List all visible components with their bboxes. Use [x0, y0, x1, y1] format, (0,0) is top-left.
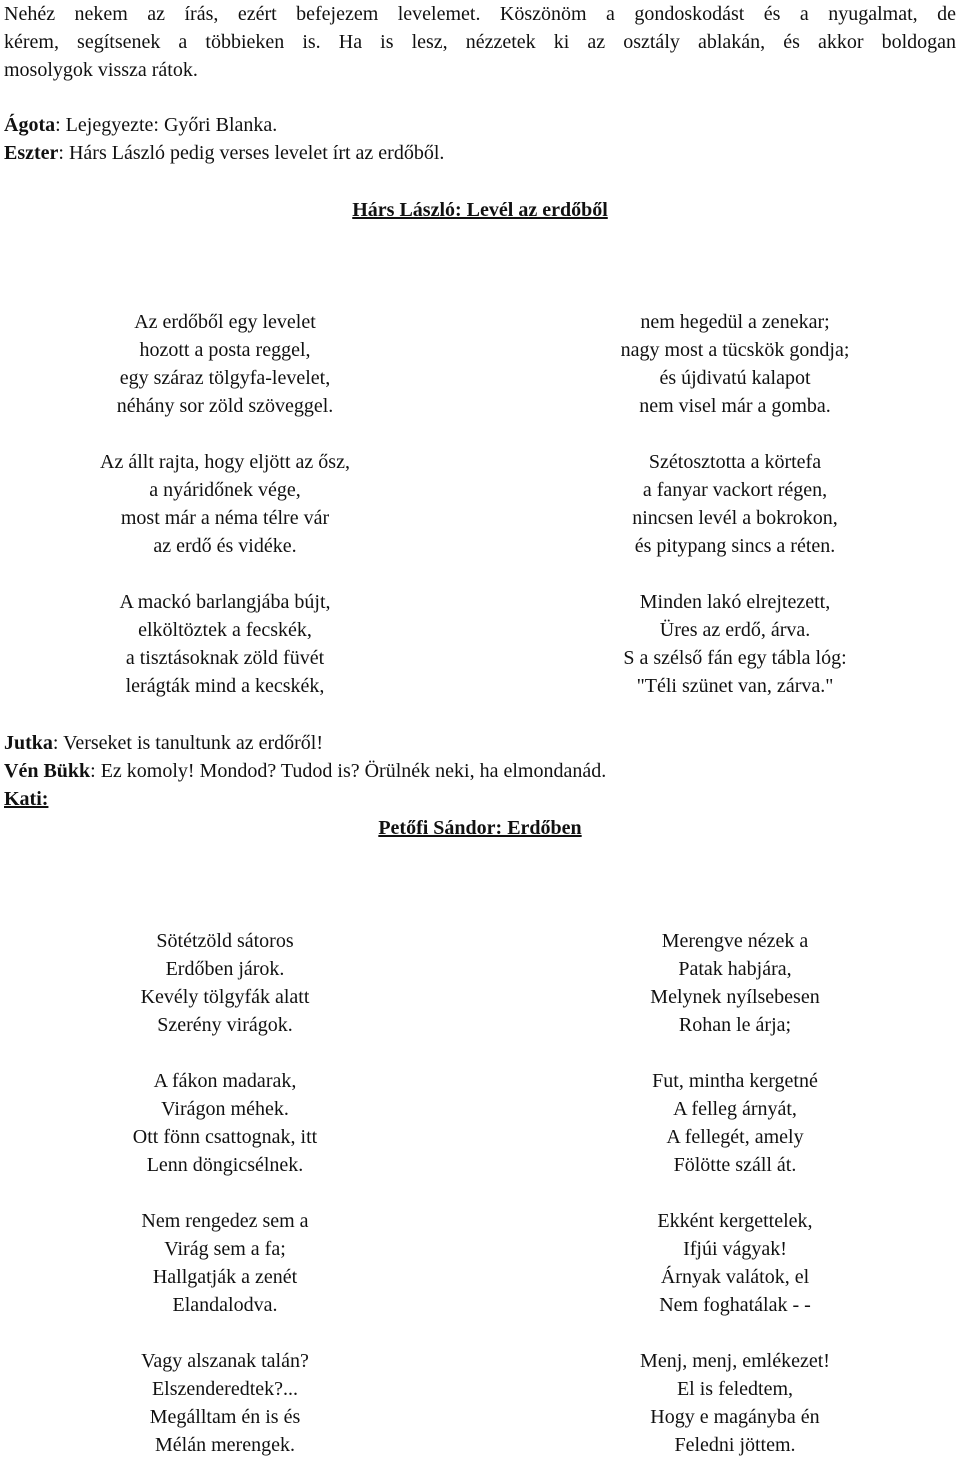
- verse-line: néhány sor zöld szöveggel.: [116, 395, 334, 417]
- verse-line: Az állt rajta, hogy eljött az ősz,: [100, 451, 350, 473]
- stanza: [510, 1207, 960, 1319]
- intro-line-1: Nehéz nekem az írás, ezért befejezem levelemet. Köszönöm a gondoskodást és a nyugalmat, de: [4, 3, 956, 25]
- verse-line: Az erdőből egy levelet: [134, 311, 316, 333]
- dialogue-line-kati: [4, 786, 956, 812]
- stanza: [510, 308, 960, 420]
- dialogue-text: : Hárs László pedig verses levelet írt az erdőből.: [58, 142, 445, 164]
- poem-title-hars: Hárs László: Levél az erdőből: [352, 199, 608, 221]
- poem-title-petofi: Petőfi Sándor: Erdőben: [378, 817, 582, 839]
- stanza: [510, 1067, 960, 1179]
- verse-line: elköltöztek a fecskék,: [138, 619, 312, 641]
- verse-line: nagy most a tücskök gondja;: [620, 339, 850, 361]
- verse-line: és újdivatú kalapot: [659, 367, 811, 389]
- dialogue-text: : Lejegyezte: Győri Blanka.: [55, 114, 278, 136]
- intro-line-3: mosolygok vissza rátok.: [4, 59, 198, 81]
- verse-line: nincsen levél a bokrokon,: [632, 507, 838, 529]
- verse-line: A felleg árnyát,: [673, 1098, 797, 1120]
- intro-line-2: kérem, segítsenek a többieken is. Ha is lesz, nézzetek ki az osztály ablakán, és akkor boldogan: [4, 31, 956, 53]
- verse-line: Elszenderedtek?...: [151, 1378, 299, 1400]
- speaker-name: Vén Bükk: [4, 760, 91, 782]
- stanza: [0, 308, 450, 420]
- verse-line: Szerény virágok.: [157, 1014, 293, 1036]
- verse-line: Erdőben járok.: [165, 958, 285, 980]
- stanza: [510, 1347, 960, 1459]
- verse-line: Menj, menj, emlékezet!: [640, 1350, 830, 1372]
- stanza: [0, 927, 450, 1039]
- verse-line: A mackó barlangjába bújt,: [119, 591, 331, 613]
- verse-line: Melynek nyílsebesen: [650, 986, 820, 1008]
- verse-line: az erdő és vidéke.: [153, 535, 297, 557]
- verse-line: a tisztásoknak zöld füvét: [125, 647, 325, 669]
- verse-line: Ekként kergettelek,: [657, 1210, 813, 1232]
- verse-line: Vagy alszanak talán?: [141, 1350, 309, 1372]
- stanza: [0, 448, 450, 560]
- verse-line: Árnyak valátok, el: [660, 1266, 810, 1288]
- verse-line: Feledni jöttem.: [674, 1434, 796, 1456]
- verse-line: Fölötte száll át.: [673, 1154, 797, 1176]
- verse-line: a fanyar vackort régen,: [642, 479, 828, 501]
- speaker-name: Kati:: [4, 788, 49, 810]
- verse-line: a nyáridőnek vége,: [149, 479, 301, 501]
- verse-line: Virág sem a fa;: [164, 1238, 286, 1260]
- verse-line: A fellegét, amely: [666, 1126, 804, 1148]
- poem2-right-column: [510, 927, 960, 1459]
- verse-line: Kevély tölgyfák alatt: [140, 986, 310, 1008]
- dialogue-text: : Verseket is tanultunk az erdőről!: [52, 732, 324, 754]
- verse-line: és pitypang sincs a réten.: [634, 535, 836, 557]
- stanza: [0, 1067, 450, 1179]
- stanza: [510, 448, 960, 560]
- poem1-left-column: [0, 308, 450, 700]
- verse-line: Nem foghatálak - -: [659, 1294, 811, 1316]
- dialogue-line-ven-bukk: [4, 758, 956, 784]
- verse-line: egy száraz tölgyfa-levelet,: [119, 367, 331, 389]
- stanza: [0, 1207, 450, 1319]
- stanza: [0, 1347, 450, 1459]
- verse-line: Hallgatják a zenét: [152, 1266, 298, 1288]
- verse-line: Rohan le árja;: [678, 1014, 792, 1036]
- dialogue-text: : Ez komoly! Mondod? Tudod is? Örülnék neki, ha elmondanád.: [90, 760, 607, 782]
- verse-line: A fákon madarak,: [153, 1070, 297, 1092]
- dialogue-line-agota: [4, 112, 956, 138]
- verse-line: Ifjúi vágyak!: [683, 1238, 787, 1260]
- verse-line: "Téli szünet van, zárva.": [636, 675, 834, 697]
- verse-line: Szétosztotta a körtefa: [648, 451, 822, 473]
- intro-paragraph: [4, 0, 956, 84]
- speaker-name: Jutka: [4, 732, 53, 754]
- verse-line: Lenn döngicsélnek.: [146, 1154, 304, 1176]
- verse-line: S a szélső fán egy tábla lóg:: [623, 647, 847, 669]
- stanza: [0, 588, 450, 700]
- verse-line: Hogy e magányba én: [650, 1406, 820, 1428]
- verse-line: Üres az erdő, árva.: [659, 619, 811, 641]
- verse-line: Sötétzöld sátoros: [156, 930, 294, 952]
- verse-line: El is feledtem,: [676, 1378, 794, 1400]
- stanza: [510, 588, 960, 700]
- verse-line: Minden lakó elrejtezett,: [639, 591, 831, 613]
- speaker-name: Eszter: [4, 142, 59, 164]
- verse-line: nem hegedül a zenekar;: [640, 311, 830, 333]
- verse-line: lerágták mind a kecskék,: [125, 675, 325, 697]
- poem2-left-column: [0, 927, 450, 1459]
- dialogue-line-eszter: [4, 140, 956, 166]
- verse-line: Ott fönn csattognak, itt: [132, 1126, 318, 1148]
- verse-line: most már a néma télre vár: [120, 507, 330, 529]
- verse-line: Megálltam én is és: [149, 1406, 301, 1428]
- verse-line: nem visel már a gomba.: [639, 395, 831, 417]
- verse-line: Nem rengedez sem a: [141, 1210, 309, 1232]
- verse-line: Fut, mintha kergetné: [652, 1070, 818, 1092]
- verse-line: Merengve nézek a: [661, 930, 809, 952]
- verse-line: hozott a posta reggel,: [139, 339, 311, 361]
- verse-line: Mélán merengek.: [155, 1434, 295, 1456]
- verse-line: Elandalodva.: [172, 1294, 278, 1316]
- verse-line: Patak habjára,: [678, 958, 792, 980]
- poem1-right-column: [510, 308, 960, 700]
- speaker-name: Ágota: [4, 114, 56, 136]
- stanza: [510, 927, 960, 1039]
- dialogue-line-jutka: [4, 730, 956, 756]
- verse-line: Virágon méhek.: [161, 1098, 289, 1120]
